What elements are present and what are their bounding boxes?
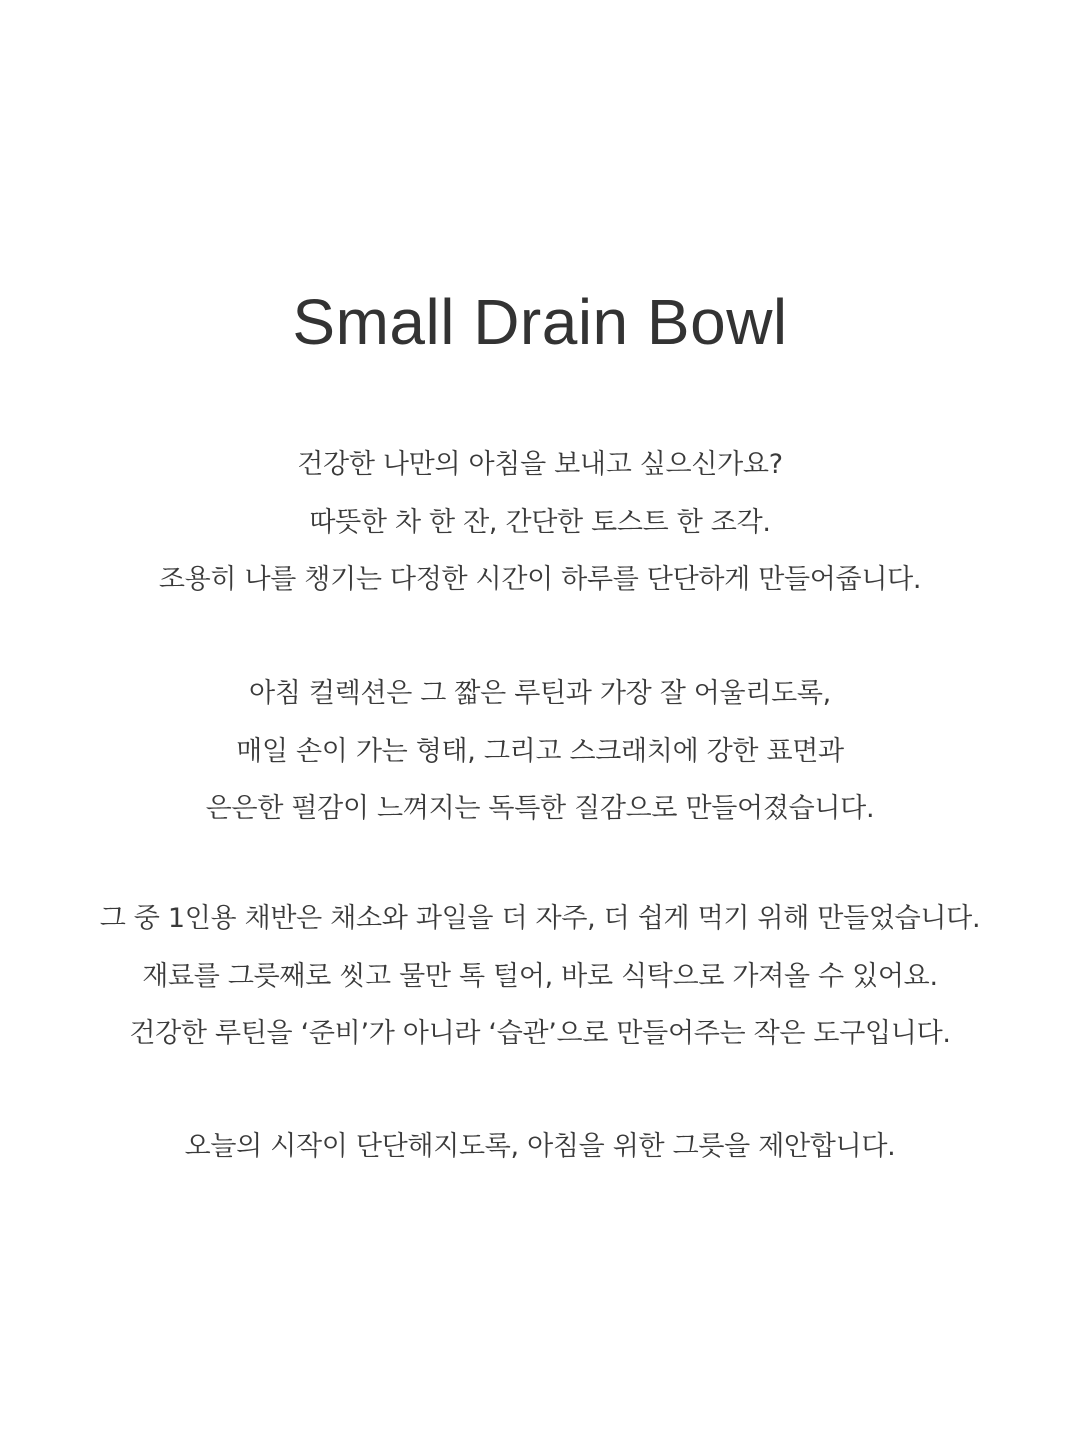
collection-paragraph	[40, 665, 1040, 838]
page-title: Small Drain Bowl	[292, 286, 788, 358]
closing-paragraph	[40, 1118, 1040, 1176]
paragraph-line: 매일 손이 가는 형태, 그리고 스크래치에 강한 표면과	[236, 735, 844, 767]
paragraph-line: 건강한 루틴을 ‘준비’가 아니라 ‘습관’으로 만들어주는 작은 도구입니다.	[129, 1018, 951, 1049]
paragraph-line: 은은한 펄감이 느껴지는 독특한 질감으로 만들어졌습니다.	[205, 793, 875, 824]
intro-paragraph	[40, 436, 1040, 609]
product-paragraph	[40, 890, 1040, 1063]
paragraph-line: 아침 컬렉션은 그 짧은 루틴과 가장 잘 어울리도록,	[249, 678, 831, 709]
paragraph-line: 건강한 나만의 아침을 보내고 싶으신가요?	[297, 449, 783, 480]
paragraph-line: 재료를 그릇째로 씻고 물만 톡 털어, 바로 식탁으로 가져올 수 있어요.	[142, 960, 938, 992]
paragraph-line: 오늘의 시작이 단단해지도록, 아침을 위한 그릇을 제안합니다.	[184, 1131, 896, 1162]
paragraph-line: 그 중 1인용 채반은 채소와 과일을 더 자주, 더 쉽게 먹기 위해 만들었습니다.	[99, 903, 981, 934]
paragraph-line: 조용히 나를 챙기는 다정한 시간이 하루를 단단하게 만들어줍니다.	[158, 564, 922, 595]
paragraph-line: 따뜻한 차 한 잔, 간단한 토스트 한 조각.	[309, 506, 771, 538]
